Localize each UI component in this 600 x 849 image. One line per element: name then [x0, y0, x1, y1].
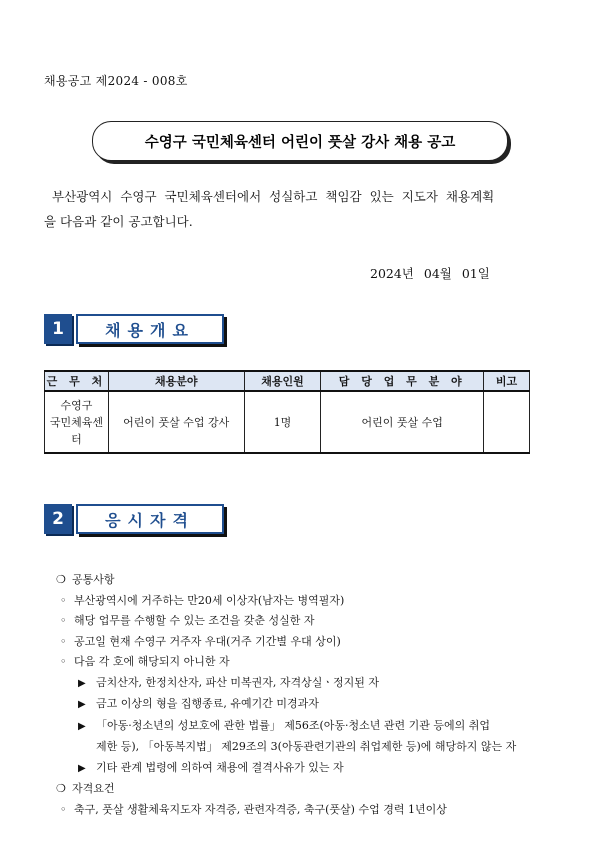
announcement-title: 수영구 국민체육센터 어린이 풋살 강사 채용 공고	[92, 121, 508, 161]
header-headcount: 채용인원	[244, 371, 321, 391]
arrow-right-icon: ▶	[78, 699, 86, 710]
small-circle-icon: ◦	[60, 802, 67, 816]
qualifications	[56, 570, 566, 820]
section-1-header	[44, 314, 224, 344]
intro-line-2: 을 다음과 같이 공고합니다.	[44, 214, 193, 229]
intro-paragraph	[44, 184, 560, 234]
sub-list-item	[56, 673, 566, 695]
section-2-label: 응시자격	[76, 504, 224, 534]
sub-list-item-text: 금고 이상의 형을 집행종료, 유예기간 미경과자	[96, 697, 319, 710]
section-2-header	[44, 504, 224, 534]
header-duties: 담 당 업 무 분 야	[321, 371, 484, 391]
small-circle-icon: ◦	[60, 655, 67, 668]
small-circle-icon: ◦	[60, 634, 67, 648]
cell-field: 어린이 풋살 수업 강사	[108, 391, 244, 453]
requirements-heading-text: 자격요건	[72, 782, 115, 795]
sub-list-item-continuation: 제한 등), 「아동복지법」 제29조의 3(아동관련기관의 취업제한 등)에 해당하지 않는 자	[96, 740, 517, 753]
hiring-overview-table	[44, 370, 530, 454]
cell-workplace-line-1: 수영구	[60, 398, 93, 412]
cell-remarks	[484, 391, 530, 453]
list-item-text: 부산광역시에 거주하는 만20세 이상자(남자는 병역필자)	[74, 593, 345, 607]
list-item	[56, 611, 566, 632]
arrow-right-icon: ▶	[78, 677, 86, 689]
sub-list-item	[56, 716, 566, 738]
list-item-text: 해당 업무를 수행할 수 있는 조건을 갖춘 성실한 자	[74, 614, 315, 627]
cell-workplace	[45, 391, 109, 453]
common-heading	[56, 570, 566, 591]
sub-list-item-text: 금치산자, 한정치산자, 파산 미복권자, 자격상실ㆍ정지된 자	[96, 675, 379, 689]
section-2-number: 2	[44, 504, 72, 534]
list-item-text: 다음 각 호에 해당되지 아니한 자	[74, 655, 230, 668]
list-item	[56, 652, 566, 673]
table-row	[45, 391, 530, 453]
document-number: 채용공고 제2024 - 008호	[44, 74, 188, 88]
section-1-label: 채용개요	[76, 314, 224, 344]
list-item	[56, 800, 566, 821]
arrow-right-icon: ▶	[78, 762, 86, 774]
small-circle-icon: ◦	[60, 614, 67, 627]
section-1-number: 1	[44, 314, 72, 344]
list-item-text: 축구, 풋살 생활체육지도자 자격증, 관련자격증, 축구(풋살) 수업 경력 1년이상	[74, 802, 447, 816]
requirements-heading	[56, 779, 566, 800]
small-circle-icon: ◦	[60, 593, 67, 607]
header-workplace: 근 무 처	[45, 371, 109, 391]
common-heading-text: 공통사항	[72, 573, 115, 586]
sub-list-item-text: 기타 관계 법령에 의하여 채용에 결격사유가 있는 자	[96, 760, 344, 774]
cell-headcount: 1명	[244, 391, 321, 453]
table-header-row	[45, 371, 530, 391]
cell-duties: 어린이 풋살 수업	[321, 391, 484, 453]
cell-workplace-line-2: 국민체육센터	[49, 415, 103, 446]
sub-list-item	[56, 694, 566, 716]
circle-bullet-icon: ❍	[56, 573, 66, 586]
announcement-date: 2024년 04월 01일	[370, 266, 490, 281]
arrow-right-icon: ▶	[78, 720, 86, 732]
list-item-text: 공고일 현재 수영구 거주자 우대(거주 기간별 우대 상이)	[74, 634, 341, 648]
header-field: 채용분야	[108, 371, 244, 391]
circle-bullet-icon: ❍	[56, 782, 66, 795]
list-item	[56, 591, 566, 612]
intro-line-1: 부산광역시 수영구 국민체육센터에서 성실하고 책임감 있는 지도자 채용계획	[52, 189, 495, 204]
sub-list-item-text: 「아동·청소년의 성보호에 관한 법률」 제56조(아동·청소년 관련 기관 등에의 취업	[96, 718, 491, 732]
list-item	[56, 632, 566, 653]
header-remarks: 비고	[484, 371, 530, 391]
sub-list-item	[56, 758, 566, 780]
